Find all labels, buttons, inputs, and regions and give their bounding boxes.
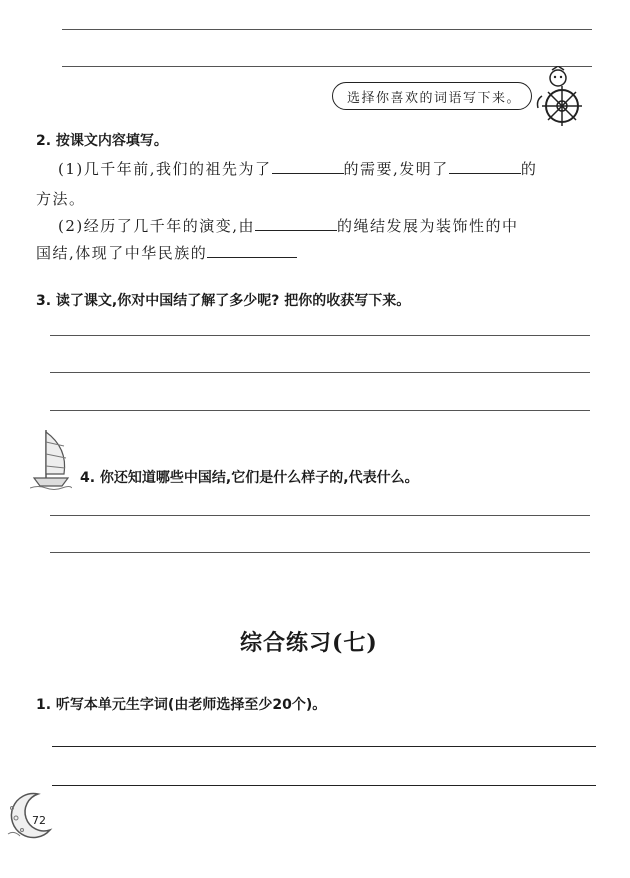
tip-bubble — [332, 82, 532, 110]
q2-line-3 — [58, 215, 519, 236]
q2-text-1c: 的 — [520, 160, 538, 178]
blank-4[interactable] — [207, 243, 297, 258]
q2-text-3b: 的绳结发展为装饰性的中 — [337, 217, 519, 235]
writing-line[interactable] — [62, 29, 592, 30]
moon-decoration — [2, 790, 54, 842]
tip-bubble-text: 选择你喜欢的词语写下来。 — [347, 91, 522, 106]
q2-text-4a: 国结,体现了中华民族的 — [36, 244, 208, 262]
s1-heading: 1. 听写本单元生字词(由老师选择至少20个)。 — [36, 697, 327, 713]
blank-2[interactable] — [449, 159, 521, 174]
q2-line-2: 方法。 — [36, 190, 86, 208]
sailboat-illustration — [30, 428, 72, 490]
blank-3[interactable] — [255, 216, 337, 231]
writing-line[interactable] — [50, 515, 590, 516]
writing-line[interactable] — [50, 410, 590, 411]
q2-line-1 — [58, 158, 537, 179]
q2-text-3a: (2)经历了几千年的演变,由 — [58, 217, 256, 235]
writing-line[interactable] — [50, 552, 590, 553]
section-title: 综合练习(七) — [240, 630, 378, 656]
writing-line[interactable] — [52, 746, 596, 747]
writing-line[interactable] — [50, 372, 590, 373]
page-number: 72 — [32, 814, 46, 827]
q3-heading: 3. 读了课文,你对中国结了解了多少呢? 把你的收获写下来。 — [36, 293, 411, 309]
q2-heading: 2. 按课文内容填写。 — [36, 133, 168, 149]
writing-line[interactable] — [52, 785, 596, 786]
writing-line[interactable] — [62, 66, 592, 67]
writing-line[interactable] — [50, 335, 590, 336]
q2-text-1b: 的需要,发明了 — [343, 160, 449, 178]
boy-at-wheel-illustration — [528, 66, 592, 128]
q4-heading: 4. 你还知道哪些中国结,它们是什么样子的,代表什么。 — [80, 470, 419, 486]
q2-line-4 — [36, 242, 297, 263]
q2-text-1a: (1)几千年前,我们的祖先为了 — [58, 160, 272, 178]
blank-1[interactable] — [272, 159, 344, 174]
